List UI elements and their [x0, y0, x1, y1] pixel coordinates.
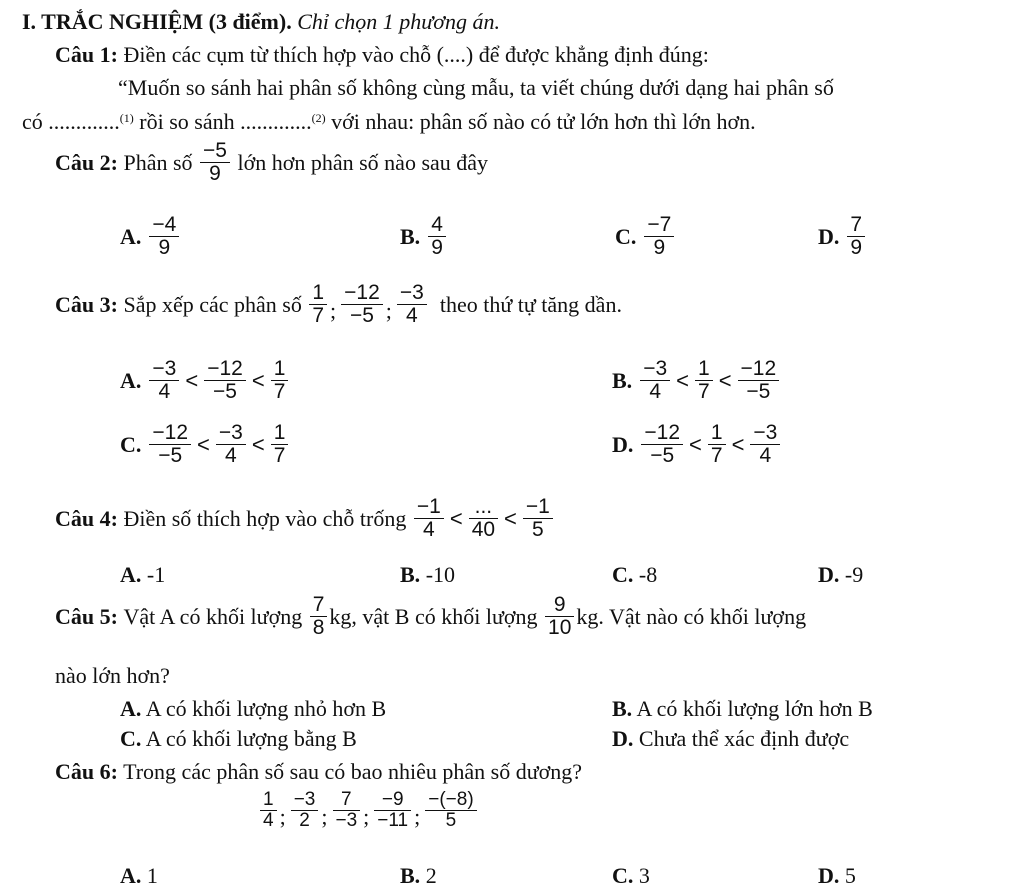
fraction: $\frac{1}{7}$	[708, 422, 726, 467]
fraction: $\frac{-(-8)}{5}$	[425, 790, 476, 831]
question-6	[55, 760, 582, 784]
blank-2: .............	[240, 109, 312, 134]
fraction: $\frac{-4}{9}$	[149, 214, 179, 259]
question-4: Câu 4: Điền số thích hợp vào chỗ trống $\frac{-1}{4}$ < $\frac{...}{40}$ < $\frac{-1}{5}$	[55, 496, 555, 541]
section-instruction: Chỉ chọn 1 phương án.	[297, 9, 501, 34]
q6-option-b[interactable]: B. 2	[400, 863, 437, 888]
section-header	[22, 10, 500, 34]
fraction: $\frac{-12}{-5}$	[738, 358, 780, 403]
question-2-label: Câu 2:	[55, 149, 118, 175]
q2-option-a[interactable]: A. $\frac{-4}{9}$	[120, 214, 181, 259]
fraction: $\frac{-12}{-5}$	[149, 422, 191, 467]
question-6-fractions: $\frac{1}{4}$ ; $\frac{-3}{2}$ ; $\frac{7}{-3}$ ; $\frac{-9}{-11}$ ; $\frac{-(-8)}{5}$	[258, 790, 479, 831]
fraction: $\frac{-3}{2}$	[291, 790, 319, 831]
fraction: $\frac{-3}{4}$	[149, 358, 179, 403]
fraction: $\frac{-3}{4}$	[640, 358, 670, 403]
q6-option-c[interactable]: C. 3	[612, 863, 650, 888]
fraction: $\frac{-1}{5}$	[523, 496, 553, 541]
question-5-label: Câu 5:	[55, 603, 118, 629]
question-3-label: Câu 3:	[55, 291, 118, 317]
q4-option-b[interactable]: B. -10	[400, 562, 456, 587]
q5-option-d[interactable]: D. Chưa thể xác định được	[612, 726, 850, 751]
question-1-label: Câu 1:	[55, 42, 118, 67]
q3-option-b[interactable]: B. $\frac{-3}{4}$ < $\frac{1}{7}$ < $\frac{-12}{-5}$	[612, 358, 781, 403]
question-6-text: Trong các phân số sau có bao nhiêu phân số dương?	[123, 759, 583, 784]
fraction: $\frac{-3}{4}$	[397, 282, 427, 327]
fraction: $\frac{-1}{4}$	[414, 496, 444, 541]
question-4-pre: Điền số thích hợp vào chỗ trống	[123, 505, 407, 531]
q6-option-a[interactable]: A. 1	[120, 863, 158, 888]
fraction: $\frac{-3}{4}$	[216, 422, 246, 467]
q3-option-a[interactable]: A. $\frac{-3}{4}$ < $\frac{-12}{-5}$ < $\frac{1}{7}$	[120, 358, 290, 403]
fraction: $\frac{7}{8}$	[310, 594, 328, 639]
question-1-text: Điền các cụm từ thích hợp vào chỗ (....) để được khẳng định đúng:	[123, 42, 709, 67]
blank-1: .............	[48, 109, 120, 134]
question-3: Câu 3: Sắp xếp các phân số $\frac{1}{7}$ ; $\frac{-12}{-5}$ ; $\frac{-3}{4}$ theo thứ tự tăng dần.	[55, 281, 622, 327]
question-6-label: Câu 6:	[55, 759, 118, 784]
fraction: $\frac{9}{10}$	[545, 594, 574, 639]
fraction: $\frac{4}{9}$	[428, 214, 446, 259]
section-title: I. TRẮC NGHIỆM (3 điểm).	[22, 9, 292, 34]
question-1	[55, 43, 709, 67]
question-5-line2: nào lớn hơn?	[55, 663, 170, 688]
question-3-pre: Sắp xếp các phân số	[123, 291, 302, 317]
fraction: $\frac{1}{7}$	[271, 422, 289, 467]
question-2	[55, 140, 488, 185]
q2-option-d[interactable]: D. $\frac{7}{9}$	[818, 214, 867, 259]
q2-option-c[interactable]: C. $\frac{-7}{9}$	[615, 214, 676, 259]
quote-mid: rồi so sánh	[139, 109, 235, 134]
question-1-quote-line1: “Muốn so sánh hai phân số không cùng mẫu, ta viết chúng dưới dạng hai phân số	[118, 75, 834, 100]
question-5-mid: , vật B có khối lượng	[351, 603, 538, 629]
question-2-pre: Phân số	[123, 149, 193, 175]
question-5-pre: Vật A có khối lượng	[123, 603, 303, 629]
question-4-label: Câu 4:	[55, 505, 118, 531]
fraction: $\frac{1}{7}$	[695, 358, 713, 403]
fraction: $\frac{-12}{-5}$	[341, 282, 383, 327]
q4-option-c[interactable]: C. -8	[612, 562, 658, 587]
fraction: $\frac{7}{9}$	[847, 214, 865, 259]
unit-kg: kg	[329, 603, 352, 629]
question-5	[55, 594, 806, 639]
quote-start: có	[22, 109, 43, 134]
question-1-quote-line2	[22, 110, 756, 134]
q5-option-b[interactable]: B. A có khối lượng lớn hơn B	[612, 696, 873, 721]
fraction: $\frac{-12}{-5}$	[641, 422, 683, 467]
question-5-post: . Vật nào có khối lượng	[598, 603, 807, 629]
fraction: $\frac{-5}{9}$	[200, 140, 230, 185]
q3-option-d[interactable]: D. $\frac{-12}{-5}$ < $\frac{1}{7}$ < $\frac{-3}{4}$	[612, 422, 782, 467]
blank-1-marker: (1)	[119, 111, 134, 125]
question-3-post: theo thứ tự tăng dần.	[439, 291, 622, 317]
fraction: $\frac{7}{-3}$	[333, 790, 361, 831]
q5-option-a[interactable]: A. A có khối lượng nhỏ hơn B	[120, 696, 387, 721]
q5-option-c[interactable]: C. A có khối lượng bằng B	[120, 726, 357, 751]
q2-option-b[interactable]: B. $\frac{4}{9}$	[400, 214, 448, 259]
fraction: $\frac{-9}{-11}$	[374, 790, 411, 831]
quote-end: với nhau: phân số nào có tử lớn hơn thì lớn hơn.	[331, 109, 756, 134]
unit-kg: kg	[576, 603, 599, 629]
fraction: $\frac{-7}{9}$	[644, 214, 674, 259]
fraction: $\frac{-3}{4}$	[750, 422, 780, 467]
fraction: $\frac{1}{7}$	[271, 358, 289, 403]
q4-option-d[interactable]: D. -9	[818, 562, 864, 587]
fraction: $\frac{-12}{-5}$	[204, 358, 246, 403]
blank-2-marker: (2)	[311, 111, 326, 125]
fraction: $\frac{1}{7}$	[309, 282, 327, 327]
q4-option-a[interactable]: A. -1	[120, 562, 166, 587]
q3-option-c[interactable]: C. $\frac{-12}{-5}$ < $\frac{-3}{4}$ < $\frac{1}{7}$	[120, 422, 290, 467]
question-2-post: lớn hơn phân số nào sau đây	[237, 149, 489, 175]
fraction: $\frac{1}{4}$	[260, 790, 277, 831]
q6-option-d[interactable]: D. 5	[818, 863, 856, 888]
fraction: $\frac{...}{40}$	[469, 496, 498, 541]
